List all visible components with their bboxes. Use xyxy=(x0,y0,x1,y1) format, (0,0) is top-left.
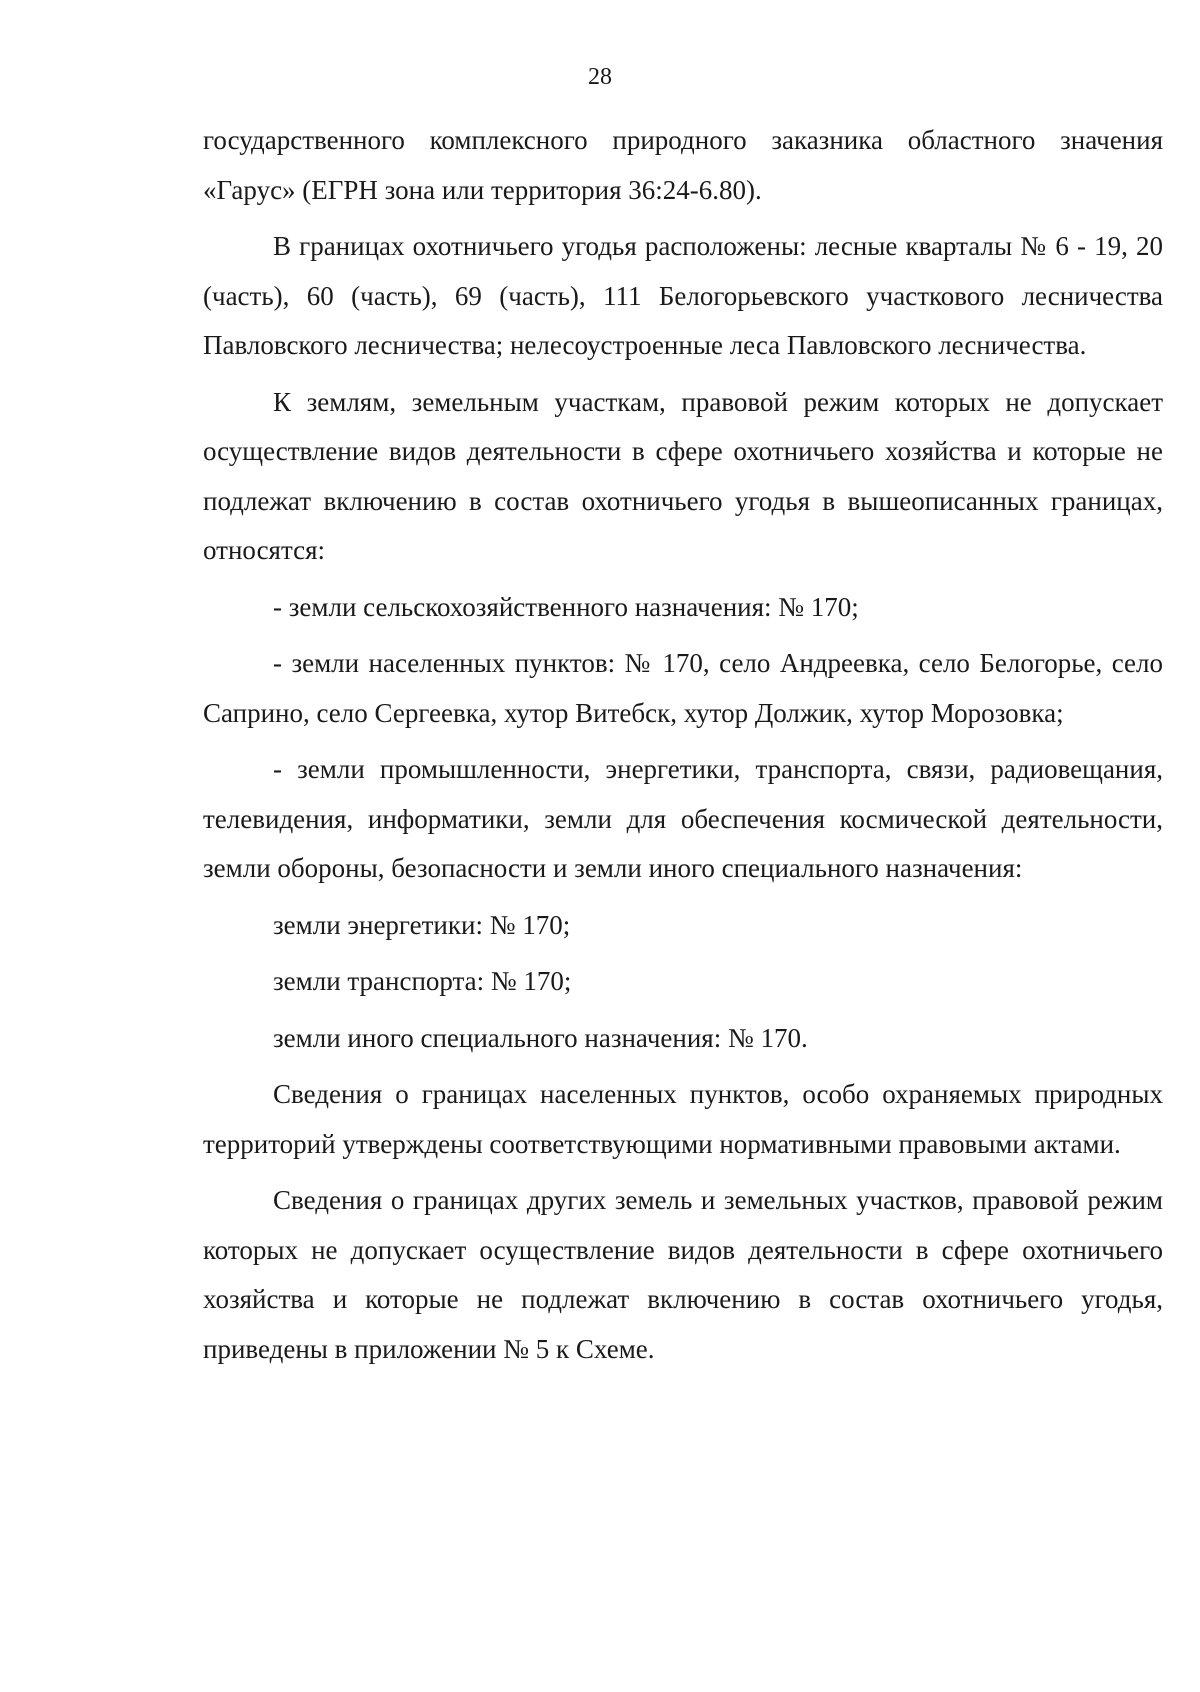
paragraph-continuation: государственного комплексного природного заказника областного значения «Гарус» (ЕГРН зона или территория 36:24-6.80). xyxy=(203,125,1163,205)
list-item-special-purpose-lands: земли иного специального назначения: № 170. xyxy=(273,1022,808,1053)
document-body xyxy=(203,116,1163,1374)
paragraph-boundaries-appendix: Сведения о границах других земель и земельных участков, правовой режим которых не допускает осуществление видов деятельности в сфере охотничьего хозяйства и которые не подлежат включению в состав охотничьего угодья, приведены в приложении № 5 к Схеме. xyxy=(203,1185,1163,1364)
paragraph-excluded-lands: К землям, земельным участкам, правовой режим которых не допускает осуществление видов деятельности в сфере охотничьего хозяйства и которые не подлежат включению в состав охотничьего угодья в вышеописанных границах, относятся: xyxy=(203,386,1163,565)
list-item-agricultural-lands: - земли сельскохозяйственного назначения: № 170; xyxy=(273,591,859,622)
paragraph-boundaries-approved: Сведения о границах населенных пунктов, особо охраняемых природных территорий утверждены соответствующими нормативными правовыми актами. xyxy=(203,1079,1163,1159)
list-item-settlement-lands: - земли населенных пунктов: № 170, село Андреевка, село Белогорье, село Саприно, село Сергеевка, хутор Витебск, хутор Должик, хутор Морозовка; xyxy=(203,648,1163,728)
page-number: 28 xyxy=(588,64,612,90)
list-item-industrial-lands: - земли промышленности, энергетики, транспорта, связи, радиовещания, телевидения, информатики, земли для обеспечения космической деятельности, земли обороны, безопасности и земли иного специального назначения: xyxy=(203,754,1163,883)
list-item-energy-lands: земли энергетики: № 170; xyxy=(273,909,571,940)
list-item-transport-lands: земли транспорта: № 170; xyxy=(273,966,572,996)
paragraph-hunting-grounds-location: В границах охотничьего угодья расположены: лесные кварталы № 6 - 19, 20 (часть), 60 (часть), 69 (часть), 111 Белогорьевского участкового лесничества Павловского лесничества; нелесоустроенные леса Павловского лесничества. xyxy=(203,231,1163,360)
